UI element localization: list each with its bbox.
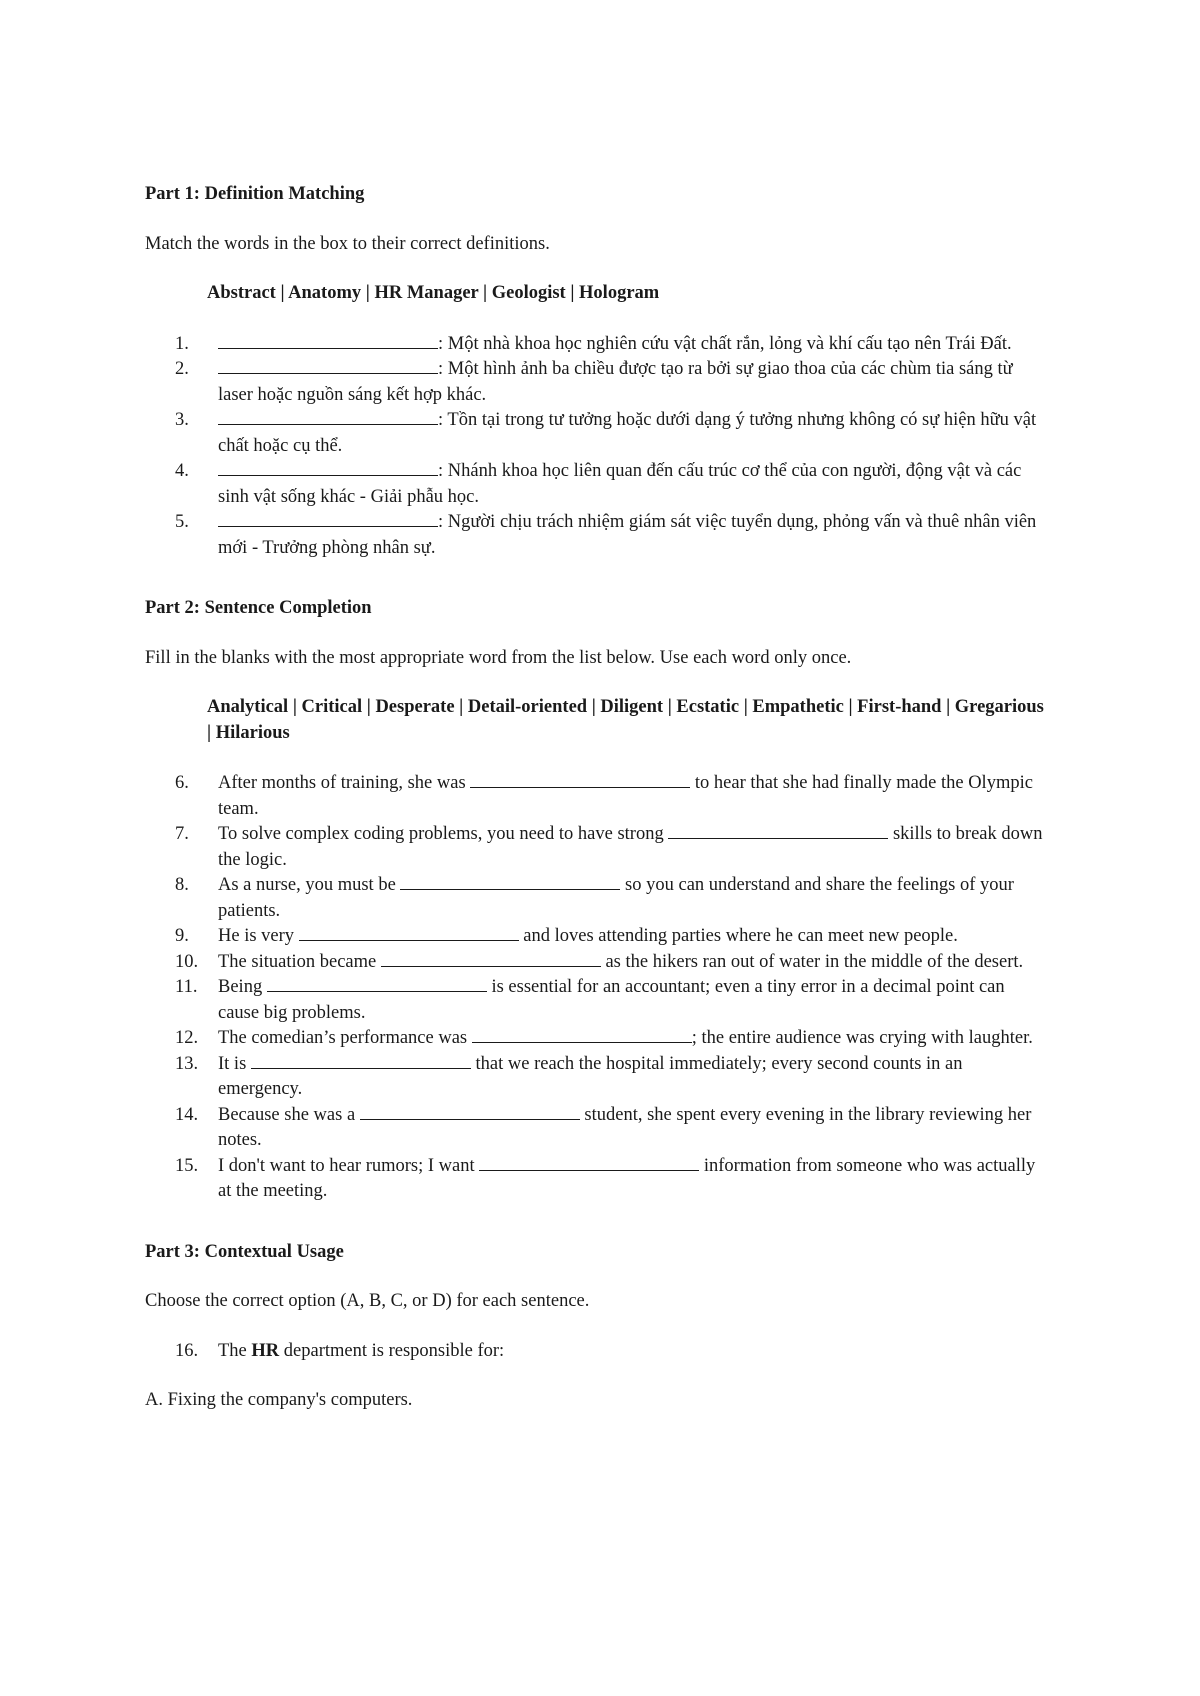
sentence-after: ; the entire audience was crying with laughter. <box>691 1028 1033 1048</box>
list-item <box>145 950 1050 976</box>
list-item <box>145 459 1050 510</box>
sentence-after: and loves attending parties where he can meet new people. <box>518 926 958 946</box>
sentence-before: Because she was a <box>218 1104 360 1125</box>
sentence-before: It is <box>218 1053 251 1074</box>
sentence-before: After months of training, she was <box>218 773 471 793</box>
item-number: 7. <box>175 824 189 844</box>
sentence-before: To solve complex coding problems, you need to have strong <box>218 824 669 844</box>
item-number: 8. <box>175 875 189 895</box>
item-number: 10. <box>175 951 199 972</box>
list-item <box>145 1154 1050 1205</box>
part1-instruction: Match the words in the box to their correct definitions. <box>145 233 550 254</box>
sentence-before: Being <box>218 977 267 997</box>
answer-blank <box>472 1027 692 1043</box>
item-number: 6. <box>175 773 189 793</box>
answer-blank <box>299 925 519 941</box>
answer-blank <box>218 333 438 349</box>
answer-blank <box>218 409 438 425</box>
sentence-after: so you can understand and share the feelings of your patients. <box>218 875 1014 921</box>
sentence-after: that we reach the hospital immediately; every second counts in an emergency. <box>218 1053 963 1099</box>
sentence-before: I don't want to hear rumors; I want <box>218 1155 480 1176</box>
document-content <box>145 182 1050 1414</box>
item-number: 4. <box>175 461 189 481</box>
list-item <box>145 408 1050 459</box>
answer-blank <box>381 951 601 967</box>
sentence-after: is essential for an accountant; even a tiny error in a decimal point can cause big problems. <box>218 977 1005 1023</box>
part3-heading: Part 3: Contextual Usage <box>145 1241 344 1262</box>
answer-blank <box>218 358 438 374</box>
item-number: 5. <box>175 512 189 532</box>
option-a: A. Fixing the company's computers. <box>145 1390 413 1410</box>
list-item <box>145 1026 1050 1052</box>
list-item <box>145 822 1050 873</box>
sentence-after: as the hikers ran out of water in the middle of the desert. <box>600 951 1024 972</box>
definition-text: : Một hình ảnh ba chiều được tạo ra bởi sự giao thoa của các chùm tia sáng từ laser hoặc nguồn sáng kết hợp khác. <box>218 359 1013 405</box>
answer-blank <box>400 874 620 890</box>
item-number: 1. <box>175 333 189 354</box>
list-item <box>145 332 1050 358</box>
sentence-after: student, she spent every evening in the library reviewing her notes. <box>218 1104 1032 1150</box>
definition-text: : Nhánh khoa học liên quan đến cấu trúc cơ thể của con người, động vật và các sinh vật sống khác - Giải phẫu học. <box>218 461 1022 507</box>
item-number: 11. <box>175 977 198 997</box>
list-item <box>145 924 1050 950</box>
answer-blank <box>479 1155 699 1171</box>
list-item <box>145 873 1050 924</box>
answer-blank <box>251 1053 471 1069</box>
definition-text: : Một nhà khoa học nghiên cứu vật chất rắn, lỏng và khí cấu tạo nên Trái Đất. <box>438 333 1012 354</box>
part3-instruction: Choose the correct option (A, B, C, or D) for each sentence. <box>145 1291 590 1311</box>
item-number: 15. <box>175 1155 199 1176</box>
answer-blank <box>267 976 487 992</box>
question-before: The <box>218 1340 252 1361</box>
definition-text: : Tồn tại trong tư tưởng hoặc dưới dạng ý tưởng nhưng không có sự hiện hữu vật chất hoặc cụ thể. <box>218 410 1037 456</box>
list-item <box>145 357 1050 408</box>
part1-heading: Part 1: Definition Matching <box>145 184 365 204</box>
answer-blank <box>470 772 690 788</box>
question-keyword: HR <box>251 1340 280 1361</box>
part2-list <box>145 771 1050 1205</box>
list-item <box>145 771 1050 822</box>
list-item <box>145 1052 1050 1103</box>
item-number: 13. <box>175 1053 199 1074</box>
answer-blank <box>218 460 438 476</box>
sentence-before: He is very <box>218 926 299 946</box>
list-item <box>145 1103 1050 1154</box>
item-number: 16. <box>175 1340 199 1361</box>
question-after: department is responsible for: <box>279 1340 505 1361</box>
item-number: 2. <box>175 359 189 379</box>
item-number: 9. <box>175 926 189 946</box>
sentence-after: to hear that she had finally made the Olympic team. <box>218 773 1033 819</box>
sentence-before: The comedian’s performance was <box>218 1028 472 1048</box>
sentence-after: information from someone who was actually at the meeting. <box>218 1155 1036 1201</box>
sentence-before: As a nurse, you must be <box>218 875 401 895</box>
part2-heading: Part 2: Sentence Completion <box>145 598 372 618</box>
part1-wordbox: Abstract | Anatomy | HR Manager | Geologist | Hologram <box>207 283 660 303</box>
sentence-before: The situation became <box>218 951 381 972</box>
answer-blank <box>668 823 888 839</box>
part1-list <box>145 332 1050 562</box>
item-number: 12. <box>175 1028 199 1048</box>
list-item <box>145 510 1050 561</box>
item-number: 14. <box>175 1104 199 1125</box>
sentence-after: skills to break down the logic. <box>218 824 1043 870</box>
definition-text: : Người chịu trách nhiệm giám sát việc tuyển dụng, phỏng vấn và thuê nhân viên mới - Trưởng phòng nhân sự. <box>218 512 1037 558</box>
part3-list <box>145 1339 1050 1365</box>
item-number: 3. <box>175 410 189 430</box>
part2-instruction: Fill in the blanks with the most appropriate word from the list below. Use each word only once. <box>145 647 852 668</box>
list-item <box>145 1339 1050 1365</box>
answer-blank <box>218 511 438 527</box>
part2-wordbox: Analytical | Critical | Desperate | Detail-oriented | Diligent | Ecstatic | Empathetic | First-hand | Gregarious | Hilarious <box>207 697 1044 743</box>
list-item <box>145 975 1050 1026</box>
answer-blank <box>360 1104 580 1120</box>
